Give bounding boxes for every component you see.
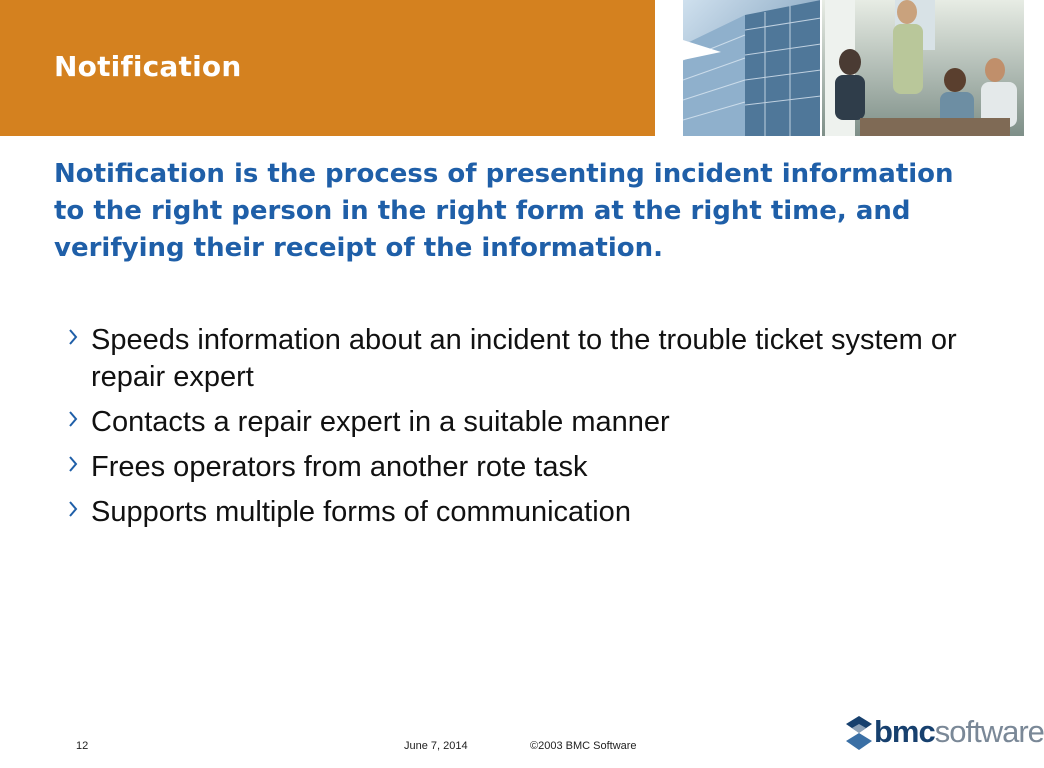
footer-copyright: ©2003 BMC Software [530, 740, 637, 752]
logo-bmc-text: bmc [874, 714, 935, 749]
office-photo-icon [655, 0, 1024, 136]
list-item [66, 322, 966, 396]
list-item [66, 404, 966, 441]
bullet-text: Contacts a repair expert in a suitable manner [91, 406, 670, 438]
bullet-text: Frees operators from another rote task [91, 451, 588, 483]
bmc-logo-icon [846, 716, 872, 750]
bullet-text: Speeds information about an incident to the trouble ticket system or repair expert [91, 324, 957, 393]
bullet-list [66, 322, 966, 539]
chevron-right-icon [66, 325, 80, 351]
page-number: 12 [76, 740, 89, 752]
bullet-text: Supports multiple forms of communication [91, 496, 631, 528]
chevron-right-icon [66, 452, 80, 478]
list-item [66, 494, 966, 531]
chevron-right-icon [66, 497, 80, 523]
header-photo [655, 0, 1024, 136]
footer-date: June 7, 2014 [404, 740, 468, 752]
bmc-software-logo [846, 712, 1044, 752]
list-item [66, 449, 966, 486]
chevron-right-icon [66, 407, 80, 433]
logo-software-text: software [934, 714, 1044, 749]
logo-wordmark [874, 714, 1044, 750]
slide-title: Notification [54, 50, 242, 83]
definition-text: Notification is the process of presenting incident information to the right person in the right form at the right time, and verifying their receipt of the information. [54, 159, 954, 263]
